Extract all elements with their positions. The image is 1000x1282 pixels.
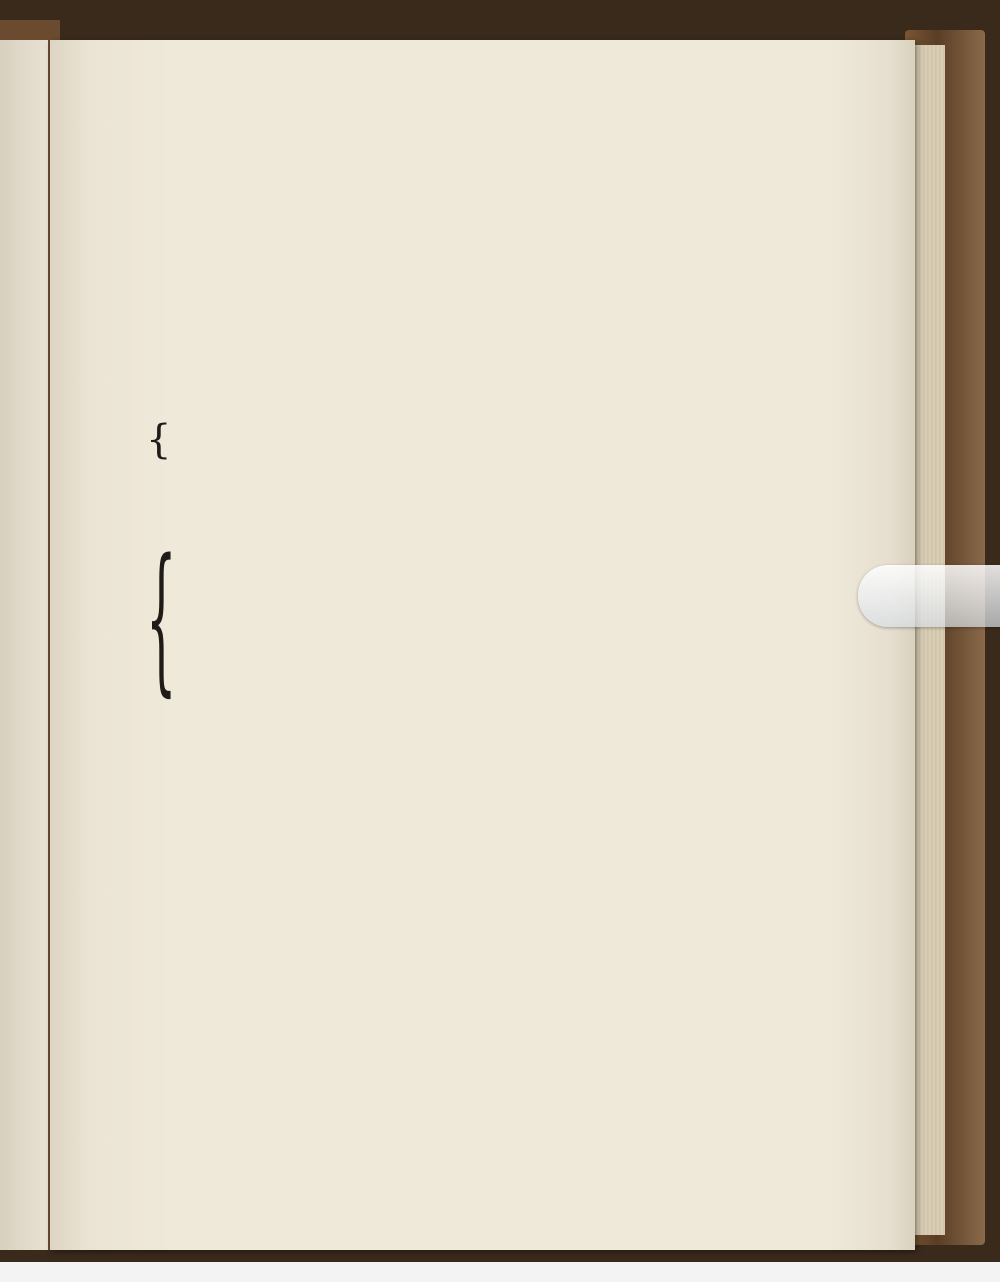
brace-r: {: [146, 524, 177, 711]
footer-bar: [0, 1262, 1000, 1282]
page-clip-bookmark: [858, 565, 1000, 627]
left-page-fragment: [0, 40, 48, 1250]
brace-q: {: [146, 417, 172, 463]
book-page: [50, 40, 915, 1250]
